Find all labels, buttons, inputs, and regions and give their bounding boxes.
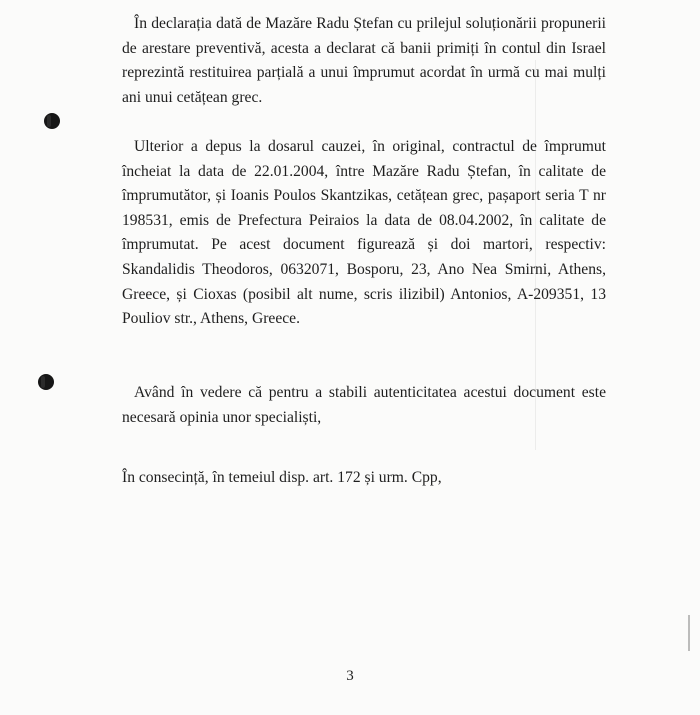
paragraph-text: Având în vedere că pentru a stabili autenticitatea acestui document este necesară opinia unor specialiști, (122, 384, 606, 426)
paragraph-loan-contract (122, 135, 606, 332)
paragraph-authenticity (122, 381, 606, 430)
paragraph-text: În consecință, în temeiul disp. art. 172 și urm. Cpp, (122, 469, 442, 486)
punch-hole-mark (38, 374, 54, 390)
paragraph-text: Ulterior a depus la dosarul cauzei, în original, contractul de împrumut încheiat la data de 22.01.2004, între Mazăre Radu Ștefan, în calitate de împrumutător, și Ioanis Poulos Skantzikas, cetățean grec, pașaport seria T nr 198531, emis de Prefectura Peiraios la data de 08.04.2002, în calitate de împrumutat. Pe acest document figurează și doi martori, respectiv: Skandalidis Theodoros, 0632071, Bosporu, 23, Ano Nea Smirni, Athens, Greece, și Cioxas (posibil alt nume, scris ilizibil) Antonios, A-209351, 13 Pouliov str., Athens, Greece. (122, 138, 606, 328)
paragraph-declaration (122, 12, 606, 110)
punch-hole-mark (44, 113, 60, 129)
paragraph-text: În declarația dată de Mazăre Radu Ștefan cu prilejul soluționării propunerii de arestare preventivă, acesta a declarat că banii primiți în contul din Israel reprezintă restituirea parțială a unui împrumut acordat în urmă cu mai mulți ani unui cetățean grec. (122, 15, 606, 106)
paragraph-consequence (122, 466, 606, 490)
scan-edge-mark (688, 615, 690, 651)
page-number: 3 (346, 668, 354, 684)
